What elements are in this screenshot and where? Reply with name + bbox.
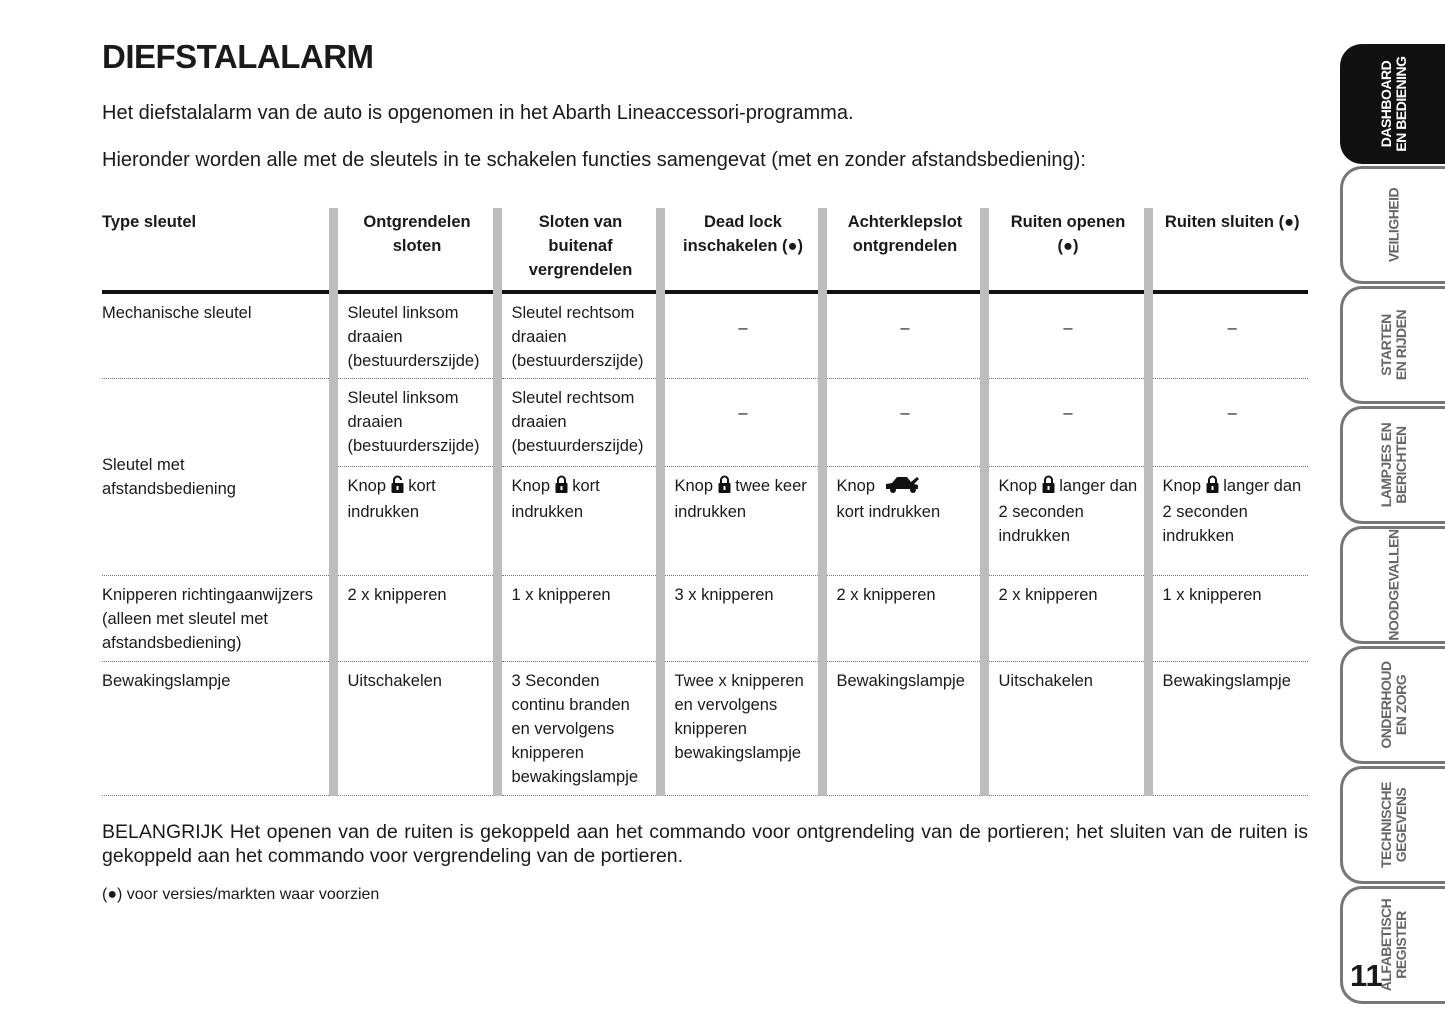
column-header: Ruiten openen (●) [984, 208, 1148, 292]
cell-text: langer dan 2 seconden indrukken [998, 476, 1138, 545]
footnote: (●) voor versies/markten waar voorzien [102, 886, 380, 903]
cell-text: kort indrukken [836, 502, 941, 521]
cell-text: Knop [674, 476, 714, 495]
tab-veiligheid[interactable] [1340, 166, 1445, 284]
cell: 2 x knipperen [984, 575, 1148, 661]
intro-text: Het diefstalalarm van de auto is opgenomen in het Abarth Lineaccessori-programma. [102, 102, 854, 124]
lock-icon [718, 475, 731, 500]
column-header: Ontgrendelen sloten [333, 208, 497, 292]
lock-icon [555, 475, 568, 500]
cell-text: Knop [998, 476, 1038, 495]
cell [984, 466, 1148, 575]
cell: Knipperen richtingaanwijzers (alleen met sleutel met afstandsbediening) [102, 585, 313, 652]
cell: – [1148, 292, 1308, 378]
cell: – [822, 378, 984, 466]
tab-starten[interactable] [1340, 286, 1445, 404]
unlock-icon [391, 475, 404, 500]
column-header: Ruiten sluiten (●) [1148, 208, 1308, 292]
tab-label: ONDERHOUD EN ZORG [1378, 661, 1409, 749]
cell: Bewakingslampje [102, 671, 231, 690]
cell-text: kort indrukken [347, 476, 436, 521]
tab-lampjes[interactable] [1340, 406, 1445, 524]
cell: 1 x knipperen [497, 575, 660, 661]
tab-noodgevallen[interactable] [1340, 526, 1445, 644]
cell: – [660, 292, 822, 378]
table-row [102, 378, 1308, 466]
cell-text: kort indrukken [511, 476, 600, 521]
cell: Uitschakelen [333, 661, 497, 795]
cell: – [984, 378, 1148, 466]
tab-label: STARTEN EN RIJDEN [1378, 309, 1409, 381]
cell: – [660, 378, 822, 466]
cell: – [822, 292, 984, 378]
table-row [102, 661, 1308, 795]
cell-text: Knop [836, 476, 876, 495]
cell: Twee x knipperen en vervolgens knipperen bewakingslampje [660, 661, 822, 795]
cell-text: Knop [511, 476, 551, 495]
cell [497, 466, 660, 575]
tab-dashboard[interactable] [1340, 44, 1445, 164]
cell [333, 466, 497, 575]
cell-text: langer dan 2 seconden indrukken [1162, 476, 1302, 545]
cell: 3 x knipperen [660, 575, 822, 661]
cell: 3 Seconden continu branden en vervolgens knipperen bewakingslampje [497, 661, 660, 795]
cell: Uitschakelen [984, 661, 1148, 795]
tab-onderhoud[interactable] [1340, 646, 1445, 764]
cell: Mechanische sleutel [102, 304, 252, 322]
cell [822, 466, 984, 575]
cell: Sleutel linksom draaien (bestuurderszijde) [333, 292, 497, 378]
cell: Sleutel rechtsom draaien (bestuurderszijde) [497, 292, 660, 378]
tab-label: DASHBOARD EN BEDIENING [1378, 56, 1409, 152]
table-header [102, 208, 1308, 292]
cell: Bewakingslampje [1148, 661, 1308, 795]
tab-label: TECHNISCHE GEGEVENS [1378, 781, 1409, 869]
cell: 2 x knipperen [333, 575, 497, 661]
tab-label: NOODGEVALLEN [1385, 529, 1402, 641]
table-row [102, 575, 1308, 661]
page-number: 11 [1350, 958, 1383, 993]
cell: Bewakingslampje [822, 661, 984, 795]
tab-label: ALFABETISCH REGISTER [1378, 898, 1409, 992]
cell: 1 x knipperen [1148, 575, 1308, 661]
column-header: Dead lock inschakelen (●) [660, 208, 822, 292]
chapter-tabs [1340, 44, 1445, 1006]
cell: – [1148, 378, 1308, 466]
unlock-icon [1042, 475, 1055, 500]
column-header: Type sleutel [102, 213, 197, 231]
column-header: Achterklepslot ontgrendelen [822, 208, 984, 292]
cell-text: twee keer indrukken [674, 476, 807, 521]
tab-label: VEILIGHEID [1385, 187, 1402, 263]
cell [660, 466, 822, 575]
intro-text-2: Hieronder worden alle met de sleutels in te schakelen functies samengevat (met en zonder afstandsbediening): [102, 149, 1086, 171]
cell: Sleutel rechtsom draaien (bestuurderszijde) [497, 378, 660, 466]
cell: – [984, 292, 1148, 378]
page-title: DIEFSTALALARM [102, 38, 374, 75]
tab-technische[interactable] [1340, 766, 1445, 884]
car-trunk-icon [884, 475, 922, 500]
cell [1148, 466, 1308, 575]
functions-table [102, 208, 1308, 796]
column-header: Sloten van buitenaf vergrendelen [497, 208, 660, 292]
table-row [102, 292, 1308, 378]
cell-text: Knop [347, 476, 387, 495]
cell-text: Knop [1162, 476, 1202, 495]
cell: Sleutel linksom draaien (bestuurderszijde) [333, 378, 497, 466]
lock-icon [1206, 475, 1219, 500]
tab-label: LAMPJES EN BERICHTEN [1378, 422, 1409, 508]
important-note: BELANGRIJK Het openen van de ruiten is gekoppeld aan het commando voor ontgrendeling van de portieren; het sluiten van de ruiten is gekoppeld aan het commando voor vergrendeling van de portieren. [102, 821, 1308, 867]
cell: 2 x knipperen [822, 575, 984, 661]
cell: Sleutel met afstandsbediening [102, 455, 236, 498]
